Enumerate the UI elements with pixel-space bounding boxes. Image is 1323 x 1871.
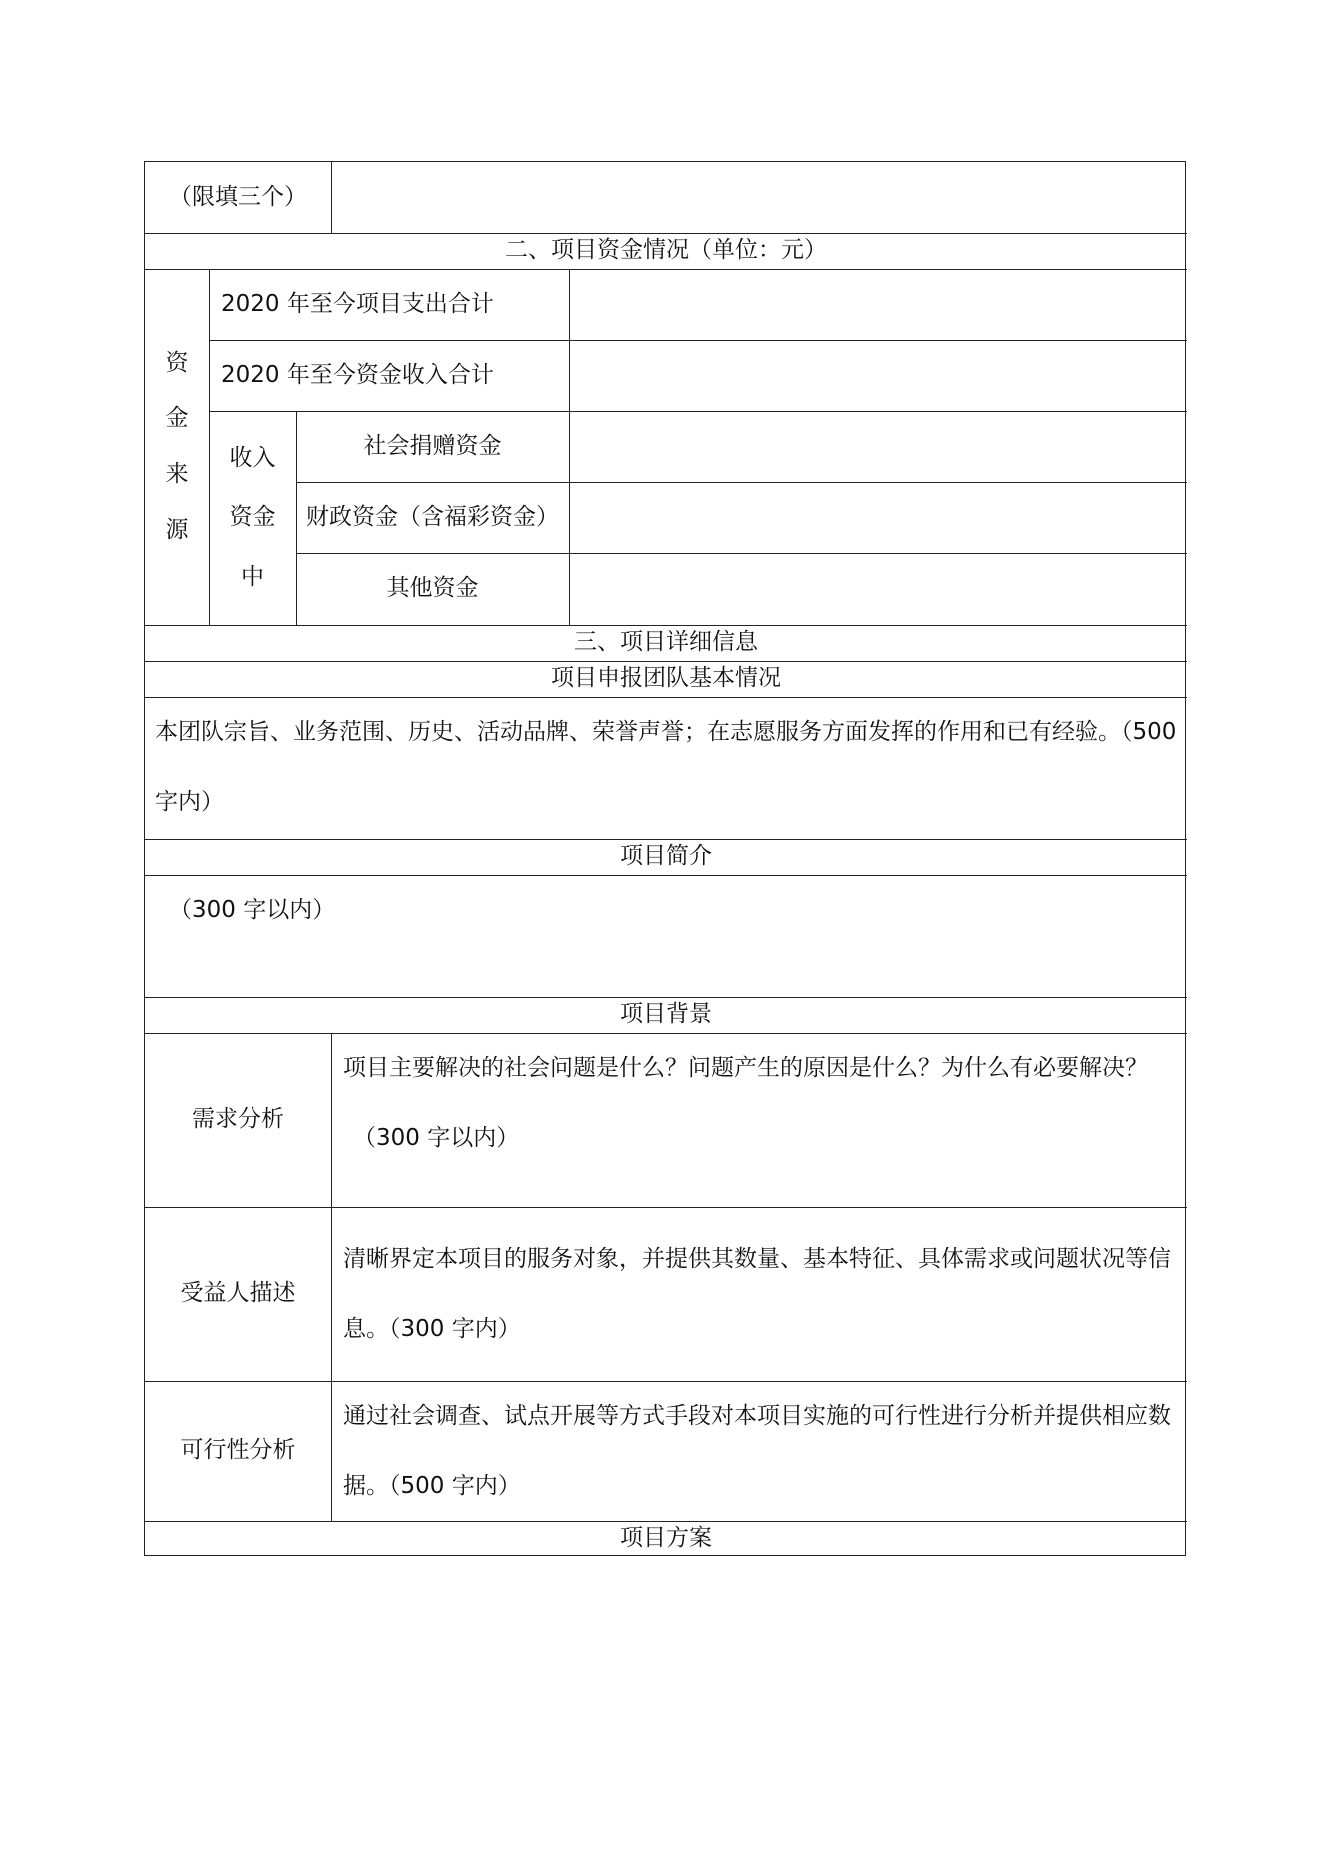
fiscal-funds-label: 财政资金（含福彩资金） [306, 503, 559, 530]
project-plan-header: 项目方案 [620, 1524, 712, 1551]
limit-three-value[interactable] [331, 162, 1187, 233]
beneficiary-label: 受益人描述 [180, 1280, 296, 1307]
other-funds-value[interactable] [569, 553, 1187, 625]
income-funds-label: 收入 资金 中 [229, 444, 276, 590]
fiscal-funds-value[interactable] [569, 482, 1187, 553]
needs-analysis-hint-limit: （300 字以内） [353, 1125, 520, 1151]
income-total-label: 2020 年至今资金收入合计 [221, 361, 494, 388]
team-info-header: 项目申报团队基本情况 [551, 665, 781, 692]
project-background-header: 项目背景 [620, 1001, 712, 1028]
other-funds-label: 其他资金 [386, 575, 479, 602]
application-form-table [144, 161, 1186, 1556]
beneficiary-field[interactable]: 清晰界定本项目的服务对象，并提供其数量、基本特征、具体需求或问题状况等信息。（300 字内） [343, 1246, 1171, 1342]
project-intro-field[interactable]: （300 字以内） [169, 897, 336, 923]
team-info-field[interactable]: 本团队宗旨、业务范围、历史、活动品牌、荣誉声誉；在志愿服务方面发挥的作用和已有经验。（500 字内） [155, 719, 1177, 815]
feasibility-label: 可行性分析 [180, 1437, 296, 1464]
project-intro-header: 项目简介 [620, 843, 712, 870]
details-section-header: 三、项目详细信息 [574, 629, 758, 656]
expense-total-value[interactable] [569, 269, 1187, 340]
expense-total-label: 2020 年至今项目支出合计 [221, 290, 494, 317]
needs-analysis-hint: 项目主要解决的社会问题是什么？问题产生的原因是什么？为什么有必要解决？ [343, 1055, 1148, 1081]
needs-analysis-label: 需求分析 [192, 1106, 284, 1133]
limit-three-label: （限填三个） [169, 183, 307, 210]
income-total-value[interactable] [569, 340, 1187, 411]
feasibility-field[interactable]: 通过社会调查、试点开展等方式手段对本项目实施的可行性进行分析并提供相应数据。（500 字内） [343, 1403, 1171, 1499]
funding-source-label: 资 金 来 源 [165, 349, 189, 543]
needs-analysis-field[interactable] [331, 1033, 1187, 1207]
social-donation-value[interactable] [569, 411, 1187, 482]
social-donation-label: 社会捐赠资金 [363, 432, 502, 459]
funding-section-header: 二、项目资金情况（单位：元） [505, 237, 827, 264]
